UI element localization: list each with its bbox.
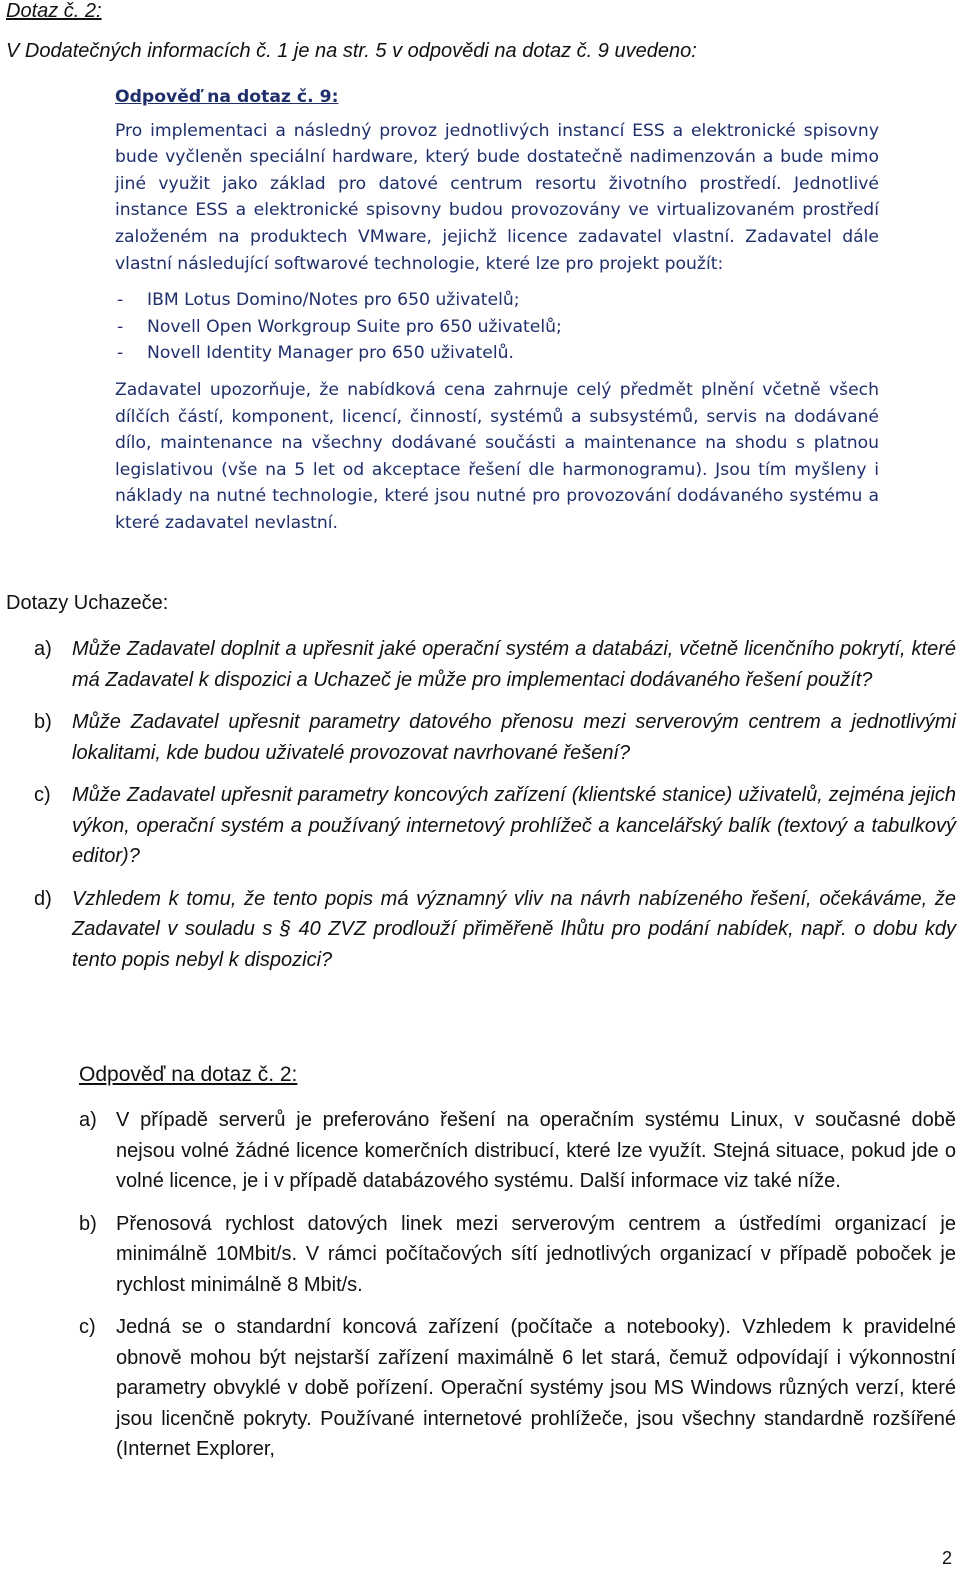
question-item: [34, 780, 956, 872]
answer-item: [79, 1209, 956, 1301]
quoted-answer-title: Odpověď na dotaz č. 9:: [115, 87, 339, 107]
answer-text: V případě serverů je preferováno řešení na operačním systému Linux, v současné době nejsou volné žádné licence komerčních distribucí, které lze využít. Stejná situace, pokud jde o volné licence, je i v případě databázového systému. Další informace viz také níže.: [116, 1109, 956, 1192]
question-item: [34, 707, 956, 768]
question-text: Může Zadavatel upřesnit parametry datového přenosu mezi serverovým centrem a jednotlivými lokalitami, kde budou uživatelé provozovat navrhované řešení?: [72, 711, 956, 764]
answer-item: [79, 1312, 956, 1465]
questions-list: [34, 634, 956, 987]
answer-marker: b): [79, 1212, 97, 1235]
quoted-software-list: [115, 287, 879, 367]
quoted-list-item: - Novell Open Workgroup Suite pro 650 uživatelů;: [115, 314, 879, 341]
answer-heading: Odpověď na dotaz č. 2:: [79, 1063, 298, 1086]
answer-text: Jedná se o standardní koncová zařízení (počítače a notebooky). Vzhledem k pravidelné obnově mohou být nejstarší zařízení maximálně 6 let stará, čemuž odpovídají i výkonnostní parametry obvyklé v době pořízení. Operační systémy jsou MS Windows různých verzí, které jsou licenčně pokryty. Používané internetové prohlížeče, jsou všechny standardně rozšířené (Internet Explorer,: [116, 1316, 956, 1460]
question-text: Může Zadavatel upřesnit parametry koncových zařízení (klientské stanice) uživatelů, zejména jejich výkon, operační systém a používaný internetový prohlížeč a kancelářský balík (textový a tabulkový editor)?: [72, 784, 956, 867]
quoted-paragraph-2: Zadavatel upozorňuje, že nabídková cena zahrnuje celý předmět plnění včetně všech dílčích částí, komponent, licencí, činností, systémů a subsystémů, servis na dodávané dílo, maintenance na všechny dodávané součásti a maintenance na shodu s platnou legislativou (vše na 5 let od akceptace řešení dle harmonogramu). Jsou tím myšleny i náklady na nutné technologie, které jsou nutné pro provozování dodávaného systému a které zadavatel nevlastní.: [115, 379, 879, 533]
answer-item: [79, 1105, 956, 1197]
quoted-list-item: - Novell Identity Manager pro 650 uživatelů.: [115, 340, 879, 367]
question-text: Může Zadavatel doplnit a upřesnit jaké operační systém a databázi, včetně licenčního pokrytí, které má Zadavatel k dispozici a Uchazeč je může pro implementaci dodávaného řešení použít?: [72, 638, 956, 691]
document-heading: Dotaz č. 2:: [6, 0, 102, 22]
question-marker: c): [34, 784, 51, 806]
question-marker: a): [34, 638, 52, 660]
answers-list: [79, 1105, 956, 1477]
questions-heading: Dotazy Uchazeče:: [6, 592, 169, 614]
question-marker: d): [34, 887, 52, 910]
question-marker: b): [34, 711, 52, 733]
quoted-paragraph-1: Pro implementaci a následný provoz jednotlivých instancí ESS a elektronické spisovny bude vyčleněn speciální hardware, který bude dostatečně nadimenzován a bude mimo jiné využit jako základ pro datové centrum resortu životního prostředí. Jednotlivé instance ESS a elektronické spisovny budou provozovány ve virtualizovaném prostředí založeném na produktech VMware, jejichž licence zadavatel vlastní. Zadavatel dále vlastní následující softwarové technologie, které lze pro projekt použít:: [115, 120, 879, 274]
question-item: [34, 634, 956, 695]
answer-marker: c): [79, 1316, 96, 1338]
question-item: [34, 884, 956, 976]
quoted-answer-image: [115, 84, 879, 537]
answer-text: Přenosová rychlost datových linek mezi serverovým centrem a ústředími organizací je minimálně 10Mbit/s. V rámci počítačových sítí jednotlivých organizací v případě poboček je rychlost minimálně 8 Mbit/s.: [116, 1212, 956, 1296]
answer-marker: a): [79, 1109, 97, 1131]
page-number: 2: [941, 1548, 952, 1568]
intro-text: V Dodatečných informacích č. 1 je na str. 5 v odpovědi na dotaz č. 9 uvedeno:: [6, 40, 697, 62]
question-text: Vzhledem k tomu, že tento popis má významný vliv na návrh nabízeného řešení, očekáváme, že Zadavatel v souladu s § 40 ZVZ prodlouží přiměřeně lhůtu pro podání nabídek, např. o dobu kdy tento popis nebyl k dispozici?: [72, 887, 956, 971]
quoted-list-item: - IBM Lotus Domino/Notes pro 650 uživatelů;: [115, 287, 879, 314]
